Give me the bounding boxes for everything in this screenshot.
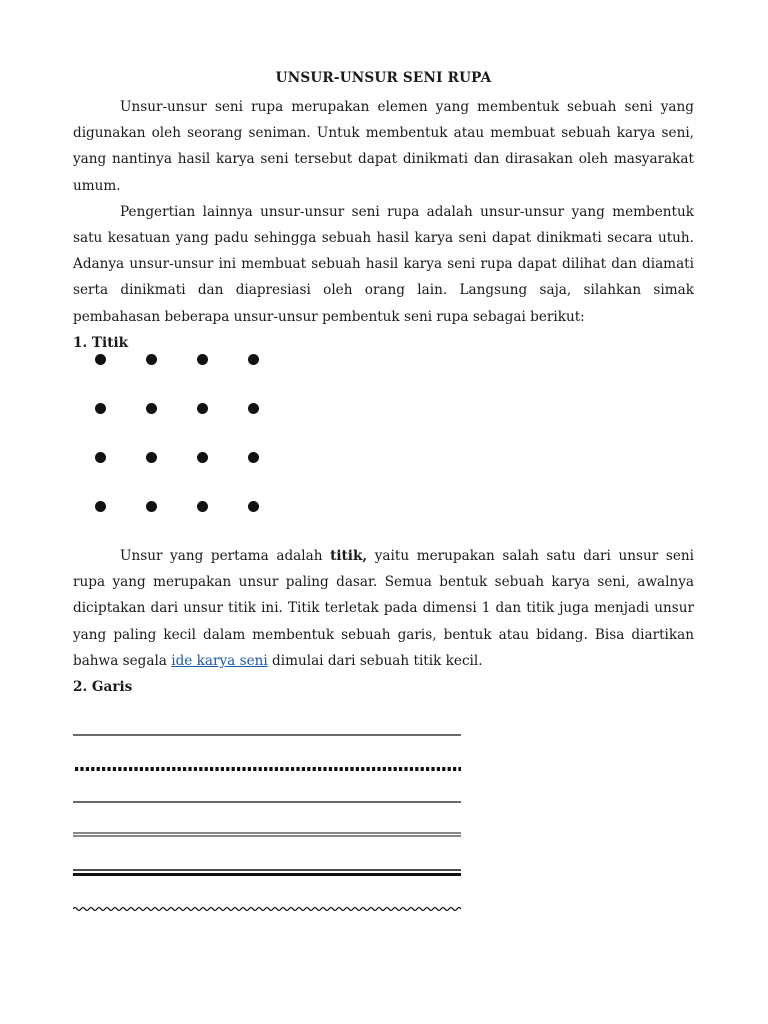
dot-grid-illustration [73,350,273,525]
section-heading-garis: 2. Garis [73,679,133,696]
titik-section-body [73,543,694,700]
dot [197,452,208,463]
dot [95,354,106,365]
dot [248,501,259,512]
section-heading-titik: 1. Titik [73,334,129,351]
titik-text-middle: yaitu merupakan salah satu dari unsur seni rupa yang merupakan unsur paling dasar. Semua bentuk sebuah karya seni, awalnya diciptakan dari unsur titik ini. Titik terletak pada dimensi 1 dan titik juga menjadi unsur yang paling kecil dalam membentuk sebuah garis, bentuk atau bidang. Bisa diartikan bahwa segala [73,548,694,669]
line-styles-illustration [73,725,461,925]
dot [95,452,106,463]
titik-text-start: Unsur yang pertama adalah [120,548,331,564]
ide-karya-seni-link[interactable]: ide karya seni [171,652,268,669]
titik-text-end: dimulai dari sebuah titik kecil. [267,652,483,669]
document-page [73,68,694,356]
dot [248,403,259,414]
dot [146,354,157,365]
dot [248,354,259,365]
dot [197,403,208,414]
dot [95,403,106,414]
paragraph-intro: Unsur-unsur seni rupa merupakan elemen yang membentuk sebuah seni yang digunakan oleh seorang seniman. Untuk membentuk atau membuat sebuah karya seni, yang nantinya hasil karya seni tersebut dapat dinikmati dan dirasakan oleh masyarakat umum. [73,99,694,194]
dot [197,354,208,365]
document-title: UNSUR-UNSUR SENI RUPA [275,70,492,86]
dot [146,403,157,414]
dot [197,501,208,512]
line-wavy [73,908,461,911]
paragraph-titik [73,543,694,674]
dot [95,501,106,512]
titik-bold-term: titik, [330,548,368,564]
dot [146,452,157,463]
dot [248,452,259,463]
paragraph-definition: Pengertian lainnya unsur-unsur seni rupa adalah unsur-unsur yang membentuk satu kesatuan yang padu sehingga sebuah hasil karya seni dapat dinikmati secara utuh. Adanya unsur-unsur ini membuat sebuah hasil karya seni rupa dapat dilihat dan diamati serta dinikmati dan diapresiasi oleh orang lain. Langsung saja, silahkan simak pembahasan beberapa unsur-unsur pembentuk seni rupa sebagai berikut: [73,203,694,325]
dot [146,501,157,512]
